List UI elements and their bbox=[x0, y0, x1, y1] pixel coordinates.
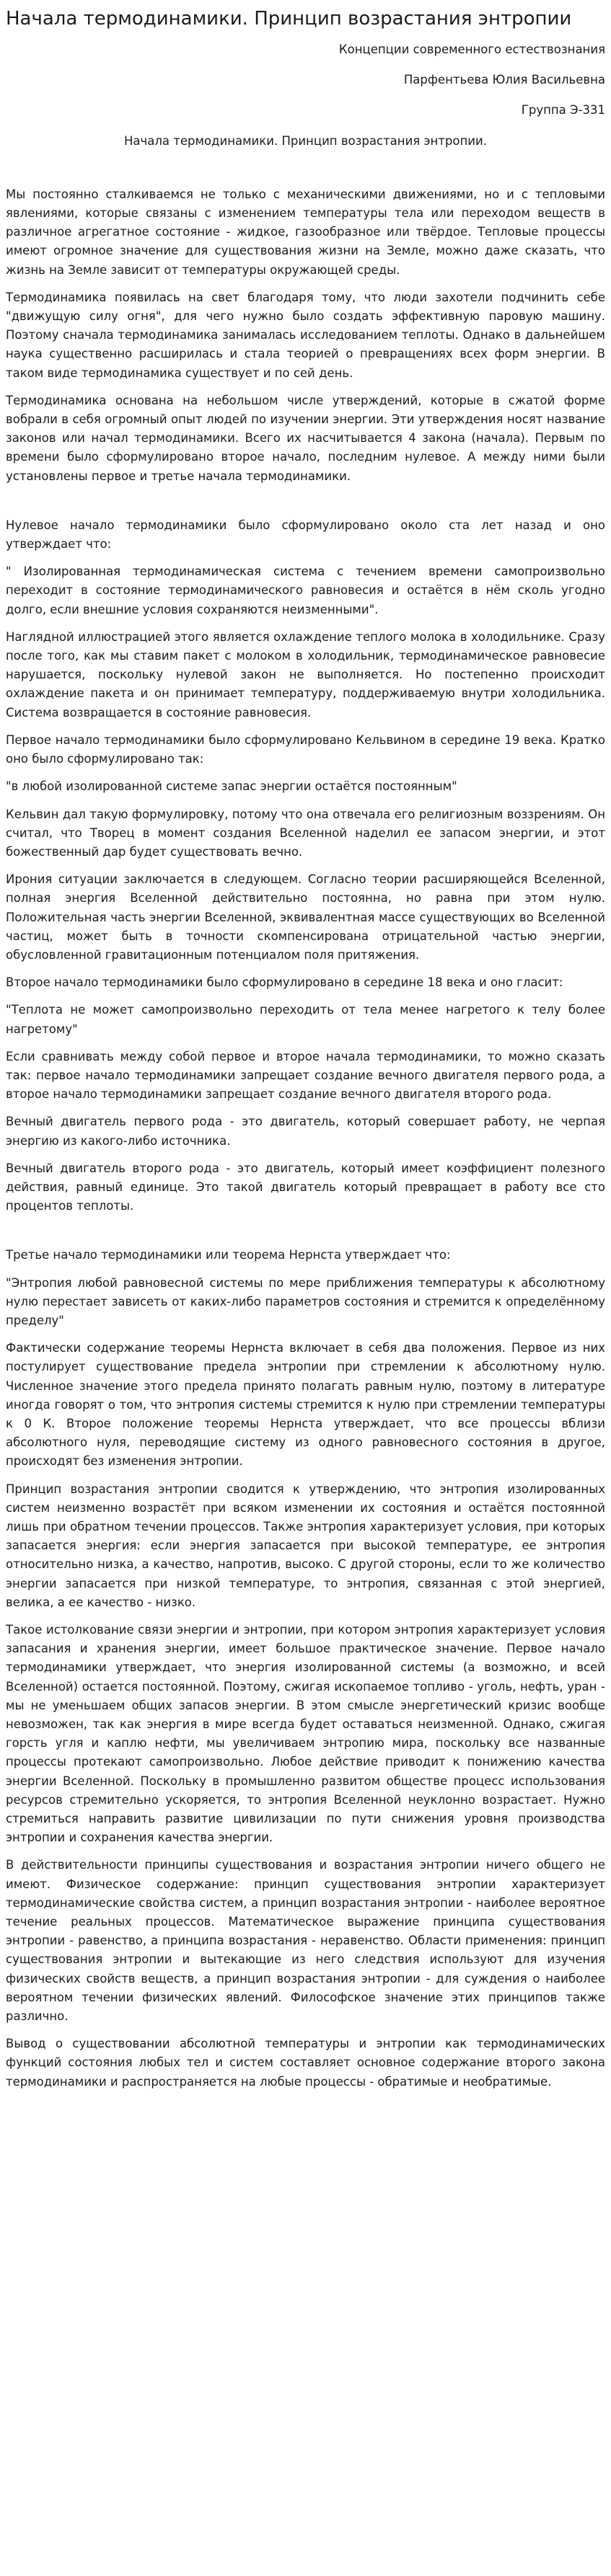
spacer bbox=[6, 1224, 605, 1246]
paragraph: В действительности принципы существования и возрастания энтропии ничего общего не имеют. Физическое содержание: принцип существования энтропии характеризует термодинамические свойства систем, а принцип возрастания энтропии - наиболее вероятное течение реальных процессов. Математическое выражение принципа существования энтропии - равенство, а принципа возрастания - неравенство. Области применения: принцип существования энтропии и вытекающие из него следствия используют для изучения физических свойств веществ, а принцип возрастания энтропии - для суждения о наиболее вероятном течении физических явлений. Философское значение этих принципов также различно. bbox=[6, 1858, 605, 2024]
paragraph: Термодинамика основана на небольшом числе утверждений, которые в сжатой форме вобрали в себя огромный опыт людей по изучении энергии. Эти утверждения носят название законов или начал термодинамики. Всего их насчитывается 4 закона (начала). Первым по времени было сформулировано второе начало, последним нулевое. А между ними были установлены первое и третье начала термодинамики. bbox=[6, 393, 605, 483]
meta-group: Группа Э-331 bbox=[521, 103, 605, 118]
paragraph: Вывод о существовании абсолютной температуры и энтропии как термодинамических функций состояния любых тел и систем составляет основное содержание второго закона термодинамики и распространяется на любые процессы - обратимые и необратимые. bbox=[6, 2037, 605, 2089]
paragraph: Такое истолкование связи энергии и энтропии, при котором энтропия характеризует условия запасания и хранения энергии, имеет большое практическое значение. Первое начало термодинамики утверждает, что энергия изолированной системы (а возможно, и всей Вселенной) остается постоянной. Поэтому, сжигая ископаемое топливо - уголь, нефть, уран - мы не уменьшаем общих запасов энергии. В этом смысле энергетический кризис вообще невозможен, так как энергия в мире всегда будет оставаться неизменной. Однако, сжигая горсть угля и каплю нефти, мы увеличиваем энтропию мира, поскольку все названные процессы протекают самопроизвольно. Любое действие приводит к понижению качества энергии Вселенной. Поскольку в промышленно развитом обществе процесс использования ресурсов стремительно ускоряется, то энтропия Вселенной неуклонно возрастает. Нужно стремиться направить развитие цивилизации по пути снижения уровня производства энтропии и сохранения качества энергии. bbox=[6, 1623, 605, 1845]
paragraph: Первое начало термодинамики было сформулировано Кельвином в середине 19 века. Кратко оно было сформулировано так: bbox=[6, 732, 605, 766]
paragraph: Мы постоянно сталкиваемся не только с механическими движениями, но и с тепловыми явлениями, которые связаны с изменением температуры тела или переходом веществ в различное агрегатное состояние - жидкое, газообразное или твёрдое. Тепловые процессы имеют огромное значение для существования жизни на Земле, можно даже сказать, что жизнь на Земле зависит от температуры окружающей среды. bbox=[6, 187, 605, 277]
quote-paragraph: "в любой изолированной системе запас энергии остаётся постоянным" bbox=[6, 779, 457, 794]
paragraph: Наглядной иллюстрацией этого является охлаждение теплого молока в холодильнике. Сразу после того, как мы ставим пакет с молоком в холодильник, термодинамическое равновесие нарушается, поскольку нулевой закон не выполняется. Но постепенно происходит охлаждение пакета и он принимает температуру, поддерживаемую внутри холодильника. Система возвращается в состояние равновесия. bbox=[6, 629, 605, 720]
meta-author: Парфентьева Юлия Васильевна bbox=[403, 73, 605, 87]
paragraph: Термодинамика появилась на свет благодаря тому, что люди захотели подчинить себе "движущую силу огня", для чего нужно было создать эффективную паровую машину. Поэтому сначала термодинамика занималась исследованием теплоты. Однако в дальнейшем наука существенно расширилась и стала теорией о превращениях всех форм энергии. В таком виде термодинамика существует и по сей день. bbox=[6, 290, 605, 380]
meta-course: Концепции современного естествознания bbox=[338, 43, 605, 56]
paragraph: Нулевое начало термодинамики было сформулировано около ста лет назад и оно утверждает что: bbox=[6, 518, 605, 552]
paragraph: Вечный двигатель второго рода - это двигатель, который имеет коэффициент полезного действия, равный единице. Это такой двигатель который превращает в работу все сто процентов теплоты. bbox=[6, 1161, 605, 1213]
paragraph: Второе начало термодинамики было сформулировано в середине 18 века и оно гласит: bbox=[6, 975, 563, 990]
spacer bbox=[6, 172, 605, 185]
quote-paragraph: "Энтропия любой равновесной системы по мере приближения температуры к абсолютному нулю перестает зависеть от каких-либо параметров состояния и стремится к определённому пределу" bbox=[6, 1275, 605, 1327]
paragraph: Фактически содержание теоремы Нернста включает в себя два положения. Первое из них постулирует существование предела энтропии при стремлении к абсолютному нулю. Численное значение этого предела принято полагать равным нулю, поэтому в литературе иногда говорят о том, что энтропия системы стремится к нулю при стремлении температуры к 0 К. Второе положение теоремы Нернста утверждает, что все процессы вблизи абсолютного нуля, переводящие систему из одного равновесного состояния в другое, происходят без изменения энтропии. bbox=[6, 1341, 605, 1469]
paragraph: Вечный двигатель первого рода - это двигатель, который совершает работу, не черпая энергию из какого-либо источника. bbox=[6, 1115, 605, 1148]
spacer bbox=[6, 495, 605, 516]
paragraph: Если сравнивать между собой первое и второе начала термодинамики, то можно сказать так: первое начало термодинамики запрещает создание вечного двигателя первого рода, а второе начало термодинамики запрещает создание вечного двигателя второго рода. bbox=[6, 1049, 605, 1102]
section-title: Начала термодинамики. Принцип возрастания энтропии. bbox=[124, 133, 487, 148]
paragraph: Третье начало термодинамики или теорема Нернста утверждает что: bbox=[6, 1248, 451, 1262]
document-title: Начала термодинамики. Принцип возрастания энтропии bbox=[6, 8, 572, 30]
paragraph: Кельвин дал такую формулировку, потому что она отвечала его религиозным воззрениям. Он считал, что Творец в момент создания Вселенной наделил ее запасом энергии, и этот божественный дар будет существовать вечно. bbox=[6, 807, 605, 859]
paragraph: Ирония ситуации заключается в следующем. Согласно теории расширяющейся Вселенной, полная энергия Вселенной действительно постоянна, но равна при этом нулю. Положительная часть энергии Вселенной, эквивалентная массе существующих во Вселенной частиц, может быть в точности скомпенсирована отрицательной частью энергии, обусловленной гравитационным потенциалом поля притяжения. bbox=[6, 872, 605, 962]
quote-paragraph: "Теплота не может самопроизвольно переходить от тела менее нагретого к телу более нагретому" bbox=[6, 1003, 605, 1036]
paragraph: Принцип возрастания энтропии сводится к утверждению, что энтропия изолированных систем неизменно возрастёт при всяком изменении их состояния и остаётся постоянной лишь при обратном течении процессов. Также энтропия характеризует условия, при которых запасается энергия: если энергия запасается при высокой температуре, ее энтропия относительно низка, а качество, напротив, высоко. С другой стороны, если то же количество энергии запасается при низкой температуре, то энтропия, связанная с этой энергией, велика, а ее качество - низко. bbox=[6, 1482, 605, 1609]
quote-paragraph: " Изолированная термодинамическая система с течением времени самопроизвольно переходит в состояние термодинамического равновесия и остаётся в нём сколь угодно долго, если внешние условия сохраняются неизменными". bbox=[6, 565, 605, 616]
